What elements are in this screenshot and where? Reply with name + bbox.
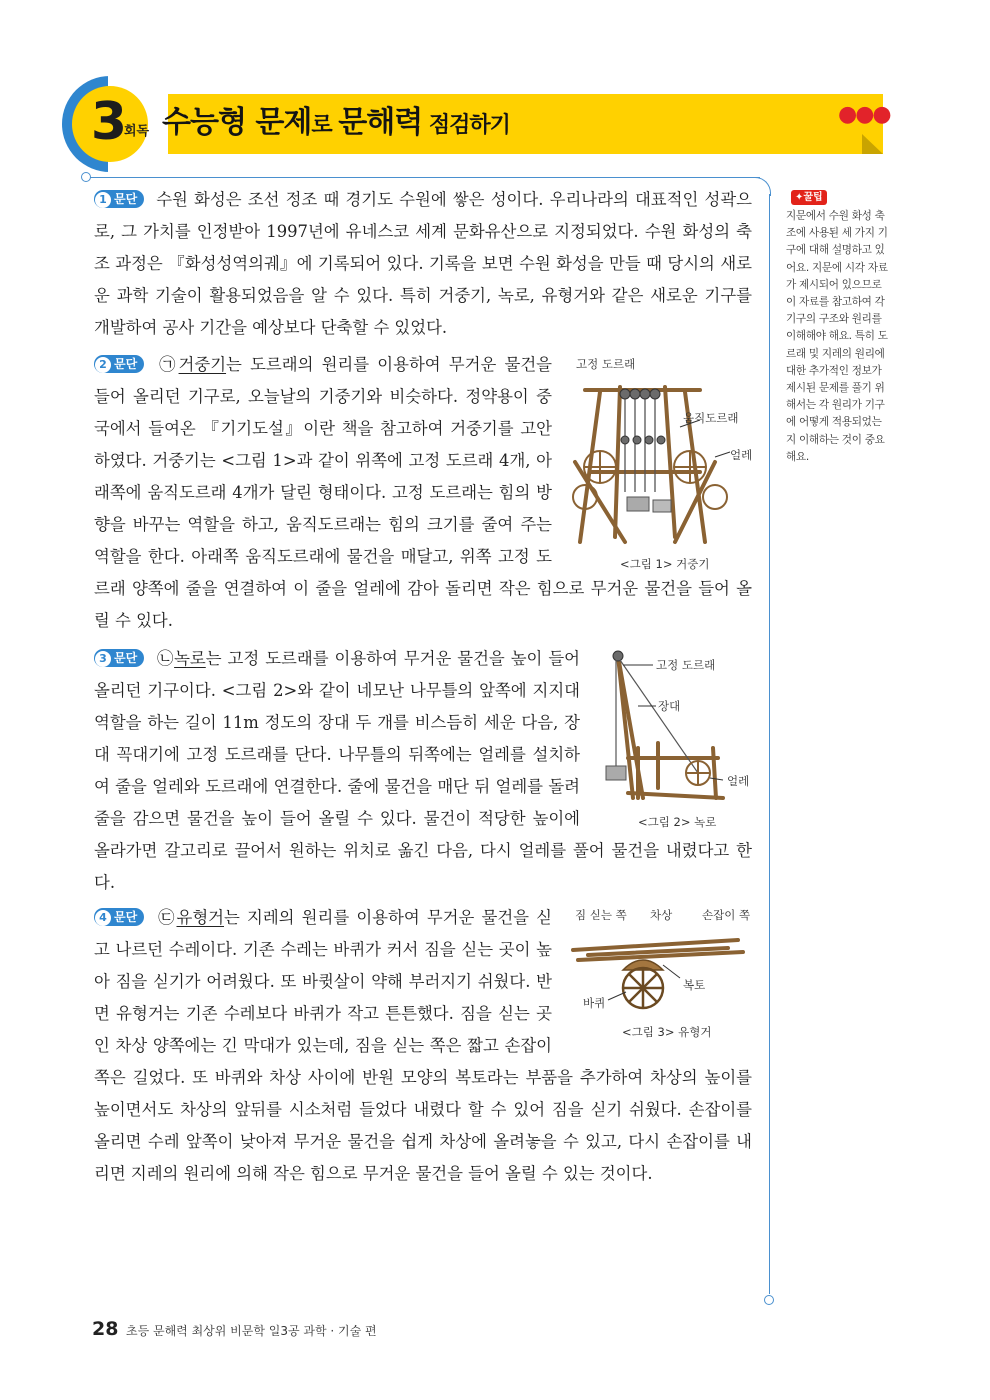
- fig1-label-reel: 얼레: [730, 448, 753, 462]
- frame-top-line: [90, 177, 760, 178]
- fig3-label-wheel: 바퀴: [583, 996, 606, 1010]
- fig1-caption: <그림 1> 거중기: [620, 557, 710, 571]
- term-underlined: 거중기: [178, 355, 227, 374]
- frame-ring-bottom-icon: [764, 1295, 774, 1305]
- moving-pulley: [657, 436, 665, 444]
- fig1-label-moving-pulley: 움직도르래: [683, 411, 739, 425]
- tip-text: 지문에서 수원 화성 축조에 사용된 세 가지 기구에 대해 설명하고 있어요. 지문에 시각 자료가 제시되어 있으므로 이 자료를 참고하여 각 기구의 구조와 원리를 이해해야 해요. 특히 도르래 및 지레의 원리에 대한 추가적인 정보가 제시된 문제를 풀기 위해서는 각 원리가 기구에 어떻게 적용되었는지 이해하는 것이 중요해요.: [786, 210, 888, 463]
- title-part1: 수능형 문제: [162, 105, 312, 140]
- figure-geojunggi: [565, 372, 755, 552]
- marker: ㉡: [156, 649, 175, 668]
- paragraph-text: 는 고정 도르래를 이용하여 무거운 물건을 높이 들어 올리던 기구이다. <그림 2>와 같이 네모난 나무틀의 앞쪽에 지지대 역할을 하는 길이 11m 정도의 장대 두 개를 비스듬히 세운 다음, 장대 꼭대기에 고정 도르래를 단다. 나무틀의 뒤쪽에는 얼레를 설치하여 줄을 얼레와 도르래에 연결한다. 줄에 물건을 매단 뒤 얼레를 돌려 줄을 감으면 물건을 높이 들어 올릴 수 있다. 물건이 적당한 높이에 올라가면 갈고리로 끌어서 원하는 위치로 옮긴 다음, 다시 얼레를 풀어 물건을 내렸다고 한다.: [94, 649, 752, 892]
- paragraph-badge: 4 문단: [94, 908, 144, 926]
- paragraph-badge: 1 문단: [94, 190, 144, 208]
- moving-pulley: [645, 436, 653, 444]
- round-label: 회독: [124, 124, 150, 139]
- title-part3: 문해력: [338, 105, 423, 140]
- fig2-label-fixed-pulley: 고정 도르래: [656, 658, 716, 672]
- fig3-label-load-side: 짐 싣는 쪽: [575, 908, 627, 922]
- fig3-label-bed: 차상: [650, 908, 673, 922]
- round-number: 3: [90, 92, 128, 152]
- fixed-pulley: [620, 389, 630, 399]
- frame-post: [665, 387, 675, 537]
- stone-block: [627, 497, 649, 511]
- paragraph-badge: 3 문단: [94, 649, 144, 667]
- fixed-pulley: [640, 389, 650, 399]
- title-part4: 점검하기: [422, 113, 510, 138]
- stone-block: [653, 500, 671, 512]
- fig3-label-handle-side: 손잡이 쪽: [702, 908, 751, 922]
- fig1-label-fixed-pulley: 고정 도르래: [576, 357, 636, 371]
- frame-right-line: [769, 194, 770, 1294]
- paragraph-text: 수원 화성은 조선 정조 때 경기도 수원에 쌓은 성이다. 우리나라의 대표적인 성곽으로, 그 가치를 인정받아 1997년에 유네스코 세계 문화유산으로 지정되었다. 수원 화성의 축조 과정은 『화성성역의궤』에 기록되어 있다. 기록을 보면 수원 화성을 만들 때 당시의 새로운 과학 기술이 활용되었음을 알 수 있다. 특히 거중기, 녹로, 유형거와 같은 새로운 기구를 개발하여 공사 기간을 예상보다 단축할 수 있었다.: [94, 190, 752, 337]
- more-dots-icon: ●●●: [838, 102, 890, 127]
- fixed-pulley: [650, 389, 660, 399]
- title-part2: 로: [311, 113, 339, 138]
- paragraph-badge: 2 문단: [94, 355, 144, 373]
- book-title: 초등 문해력 최상위 비문학 일3공 과학 · 기술 편: [126, 1324, 377, 1338]
- page-number: 28: [92, 1318, 119, 1340]
- fixed-pulley: [630, 389, 640, 399]
- page-title: [162, 98, 510, 151]
- fixed-pulley: [613, 651, 623, 661]
- stone-block: [606, 766, 626, 780]
- moving-pulley: [633, 436, 641, 444]
- term-underlined: 유형거: [176, 908, 224, 927]
- moving-pulley: [621, 436, 629, 444]
- frame-ring-icon: [81, 172, 91, 182]
- header-fold: [862, 134, 883, 154]
- fig2-label-reel: 얼레: [727, 774, 750, 788]
- term-underlined: 녹로: [174, 649, 206, 668]
- fig2-caption: <그림 2> 녹로: [638, 815, 717, 829]
- marker: ㉠: [156, 355, 179, 374]
- marker: ㉢: [156, 908, 177, 927]
- paragraph-text: 는 도르래의 원리를 이용하여 무거운 물건을 들어 올리던 기구로, 오늘날의 기중기와 비슷하다. 정약용이 중국에서 들여온 『기기도설』이란 책을 참고하여 거중기를 고안하였다. 거중기는 <그림 1>과 같이 위쪽에 고정 도르래 4개, 아래쪽에 움직도르래 4개가 달린 형태이다. 고정 도르래는 힘의 방향을 바꾸는 역할을 하고, 움직도르래는 힘의 크기를 줄여 주는 역할을 한다. 아래쪽 움직도르래에 물건을 매달고, 위쪽 고정 도르래 양쪽에 줄을 연결하여 이 줄을 얼레에 감아 돌리면 작은 힘으로 무거운 물건을 들어 올릴 수 있다.: [94, 355, 752, 630]
- paragraph-text: 는 지레의 원리를 이용하여 무거운 물건을 싣고 나르던 수레이다. 기존 수레는 바퀴가 커서 짐을 싣는 곳이 높아 짐을 싣기가 어려웠다. 또 바큇살이 약해 부러지기 쉬웠다. 반면 유형거는 기존 수레보다 바퀴가 작고 튼튼했다. 짐을 싣는 곳인 차상 양쪽에는 긴 막대가 있는데, 짐을 싣는 쪽은 짧고 손잡이 쪽은 길었다. 또 바퀴와 차상 사이에 반원 모양의 복토라는 부품을 추가하여 차상의 높이를 높이면서도 차상의 앞뒤를 시소처럼 들었다 내렸다 할 수 있어 짐을 싣기 쉬웠다. 손잡이를 올리면 수레 앞쪽이 낮아져 무거운 물건을 쉽게 차상에 올려놓을 수 있고, 다시 손잡이를 내리면 지레의 원리에 의해 작은 힘으로 무거운 물건을 들어 올릴 수 있는 것이다.: [94, 908, 752, 1183]
- fig3-caption: <그림 3> 유형거: [622, 1025, 712, 1039]
- tip-badge: ✦꿀팁: [791, 190, 827, 205]
- paragraph-1: [94, 184, 752, 344]
- fig2-label-pole: 장대: [658, 699, 681, 713]
- fig3-label-bokto: 복토: [683, 978, 706, 992]
